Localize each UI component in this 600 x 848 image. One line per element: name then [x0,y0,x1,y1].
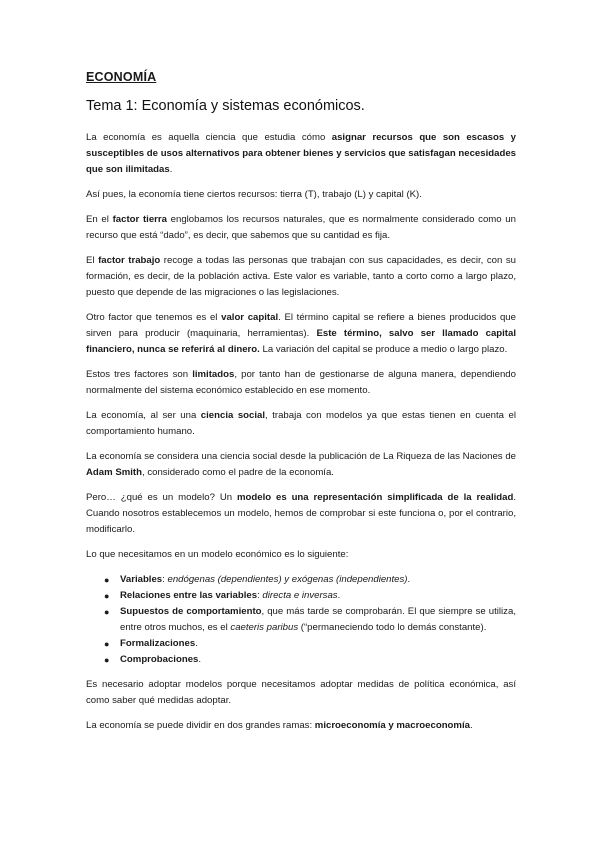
paragraph-adam-smith: La economía se considera una ciencia social desde la publicación de La Riqueza de las Naciones de Adam Smith, considerado como el padre de la economía. [86,451,516,478]
list-item: ● Relaciones entre las variables: directa e inversas. [86,588,516,604]
bullet-icon: ● [104,575,110,585]
bullet-icon: ● [104,591,110,601]
list-item: ● Formalizaciones. [86,636,516,652]
requirements-list [86,572,516,668]
bullet-icon: ● [104,607,110,617]
paragraph-recursos: Así pues, la economía tiene ciertos recursos: tierra (T), trabajo (L) y capital (K). [86,189,422,200]
paragraph-valor-capital: Otro factor que tenemos es el valor capital. El término capital se refiere a bienes producidos que sirven para producir (maquinaria, herramientas). Este término, salvo ser llamado capital financiero, nunca se referirá al dinero. La variación del capital se produce a medio o largo plazo. [86,312,516,355]
paragraph-factor-trabajo: El factor trabajo recoge a todas las personas que trabajan con sus capacidades, es decir, con su formación, es decir, de la población activa. Este valor es variable, tanto a corto como a largo plazo, puesto que depende de las migraciones o las legislaciones. [86,255,516,298]
paragraph-ramas: La economía se puede dividir en dos grandes ramas: microeconomía y macroeconomía. [86,720,473,731]
paragraph-modelo: Pero… ¿qué es un modelo? Un modelo es una representación simplificada de la realidad. Cuando nosotros establecemos un modelo, hemos de comprobar si este funciona o, por el contrario, modificarlo. [86,492,516,535]
list-item: ● Variables: endógenas (dependientes) y exógenas (independientes). [86,572,516,588]
paragraph-definicion: La economía es aquella ciencia que estudia cómo asignar recursos que son escasos y susceptibles de usos alternativos para obtener bienes y servicios que satisfagan necesidades que son ilimitadas. [86,132,517,175]
paragraph-limitados: Estos tres factores son limitados, por tanto han de gestionarse de alguna manera, dependiendo normalmente del sistema económico establecido en ese momento. [86,369,516,396]
bullet-icon: ● [104,639,110,649]
document-page [86,70,516,743]
paragraph-lista-intro: Lo que necesitamos en un modelo económico es lo siguiente: [86,549,349,560]
paragraph-ciencia-social: La economía, al ser una ciencia social, trabaja con modelos ya que estas tienen en cuenta el comportamiento humano. [86,410,516,437]
section-heading: Tema 1: Economía y sistemas económicos. [86,98,365,114]
document-title: ECONOMÍA [86,70,157,84]
list-item: ● Supuestos de comportamiento, que más tarde se comprobarán. El que siempre se utiliza, entre otros muchos, es el caeteris paribus (“permaneciendo todo lo demás constante). [104,606,516,633]
list-item: ● Comprobaciones. [86,652,516,668]
paragraph-factor-tierra: En el factor tierra englobamos los recursos naturales, que es normalmente considerado como un recurso que está “dado”, es decir, que sabemos que su cantidad es fija. [86,214,516,241]
bullet-icon: ● [104,655,110,665]
paragraph-politica-economica: Es necesario adoptar modelos porque necesitamos adoptar medidas de política económica, así como saber qué medidas adoptar. [86,679,516,706]
